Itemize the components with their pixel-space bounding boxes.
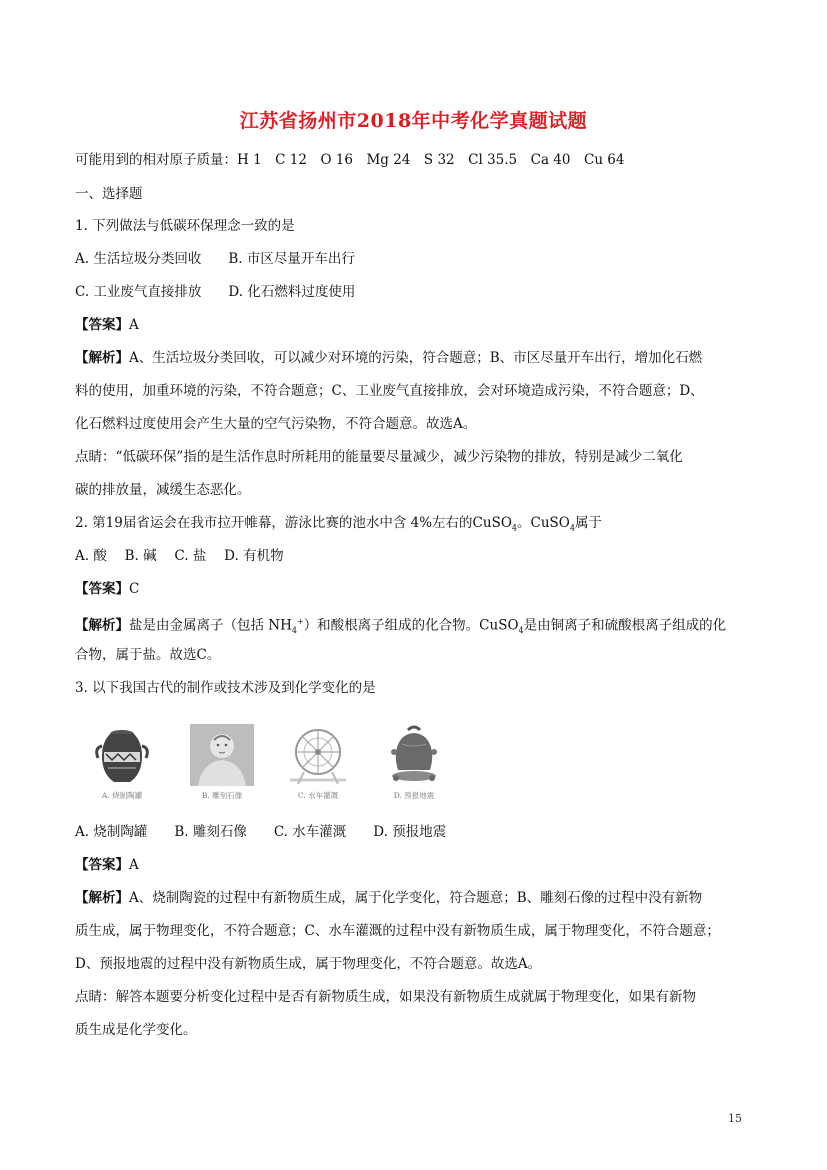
subscript: 4 <box>511 523 517 533</box>
figure-caption: B. 雕刻石像 <box>201 791 243 800</box>
figure-stone-statue <box>188 722 256 802</box>
analysis-text: ）和酸根离子组成的化合物。CuSO <box>303 617 519 634</box>
figure-caption: C. 水车灌溉 <box>297 791 339 800</box>
q3-figures <box>88 722 448 812</box>
q3-answer <box>75 855 765 875</box>
q1-analysis-1 <box>75 348 765 368</box>
q2-analysis-1 <box>75 612 765 641</box>
figure-seismoscope <box>380 722 448 802</box>
q3-tip-2: 质生成是化学变化。 <box>75 1022 197 1038</box>
subscript: 4 <box>291 626 297 636</box>
subscript: 4 <box>518 626 524 636</box>
analysis-text: 盐是由金属离子（包括 NH <box>129 617 292 634</box>
page-number: 15 <box>728 1112 742 1125</box>
q1-stem: 1. 下列做法与低碳环保理念一致的是 <box>75 218 295 234</box>
analysis-text: A、生活垃圾分类回收，可以减少对环境的污染，符合题意；B、市区尽量开车出行，增加化石燃 <box>129 350 703 366</box>
q2-stem-part: 。CuSO <box>517 515 570 531</box>
q2-stem-part: 属于 <box>574 515 602 531</box>
answer-value: A <box>129 857 139 873</box>
q2-analysis-2: 合物，属于盐。故选C。 <box>75 647 221 663</box>
q2-answer <box>75 579 765 599</box>
q2-stem-part: 2. 第19届省运会在我市拉开帷幕，游泳比赛的池水中含 4%左右的CuSO <box>75 515 512 531</box>
subscript: 4 <box>569 523 575 533</box>
water-wheel-icon <box>284 722 352 788</box>
page-title: 江苏省扬州市2018年中考化学真题试题 <box>239 110 588 132</box>
atomic-masses: 可能用到的相对原子质量：H 1 C 12 O 16 Mg 24 S 32 Cl 35.5 Ca 40 Cu 64 <box>75 152 625 168</box>
q2-options: A. 酸 B. 碱 C. 盐 D. 有机物 <box>75 548 284 564</box>
q3-tip-1: 点睛：解答本题要分析变化过程中是否有新物质生成，如果没有新物质生成就属于物理变化，如果有新物 <box>75 989 696 1005</box>
q3-options: A. 烧制陶罐 B. 雕刻石像 C. 水车灌溉 D. 预报地震 <box>75 824 447 840</box>
answer-value: A <box>129 317 139 333</box>
pottery-jar-icon <box>88 722 156 788</box>
q1-tip-2: 碳的排放量，减缓生态恶化。 <box>75 482 251 498</box>
analysis-text: 是由铜离子和硫酸根离子组成的化 <box>523 617 727 634</box>
answer-label: 【答案】 <box>75 581 129 597</box>
q1-options-1: A. 生活垃圾分类回收 B. 市区尽量开车出行 <box>75 251 355 267</box>
q3-analysis-3: D、预报地震的过程中没有新物质生成，属于物理变化，不符合题意。故选A。 <box>75 956 542 972</box>
analysis-label: 【解析】 <box>75 350 129 366</box>
q1-answer <box>75 315 765 335</box>
figure-caption: D. 预报地震 <box>393 791 435 800</box>
q1-analysis-3: 化石燃料过度使用会产生大量的空气污染物，不符合题意。故选A。 <box>75 416 477 432</box>
q2-stem <box>75 513 765 539</box>
q1-analysis-2: 料的使用，加重环境的污染，不符合题意；C、工业废气直接排放，会对环境造成污染，不符合题意；D、 <box>75 383 704 399</box>
stone-statue-icon <box>188 722 256 788</box>
analysis-label: 【解析】 <box>75 890 129 906</box>
answer-label: 【答案】 <box>75 857 129 873</box>
answer-value: C <box>129 581 140 597</box>
q1-options-2: C. 工业废气直接排放 D. 化石燃料过度使用 <box>75 284 356 300</box>
q3-analysis-1 <box>75 888 765 908</box>
analysis-label: 【解析】 <box>75 617 129 634</box>
seismoscope-icon <box>380 722 448 788</box>
answer-label: 【答案】 <box>75 317 129 333</box>
analysis-text: A、烧制陶瓷的过程中有新物质生成，属于化学变化，符合题意；B、雕刻石像的过程中没有新物 <box>129 890 703 906</box>
q3-stem: 3. 以下我国古代的制作或技术涉及到化学变化的是 <box>75 680 376 696</box>
section-heading: 一、选择题 <box>75 186 143 202</box>
q3-analysis-2: 质生成，属于物理变化，不符合题意；C、水车灌溉的过程中没有新物质生成，属于物理变化，不符合题意； <box>75 923 720 939</box>
superscript: + <box>296 617 304 626</box>
figure-pottery-jar <box>88 722 156 802</box>
q1-tip-1: 点睛：“低碳环保”指的是生活作息时所耗用的能量要尽量减少，减少污染物的排放，特别是减少二氧化 <box>75 449 683 465</box>
figure-water-wheel <box>284 722 352 802</box>
figure-caption: A. 烧制陶罐 <box>101 791 143 800</box>
